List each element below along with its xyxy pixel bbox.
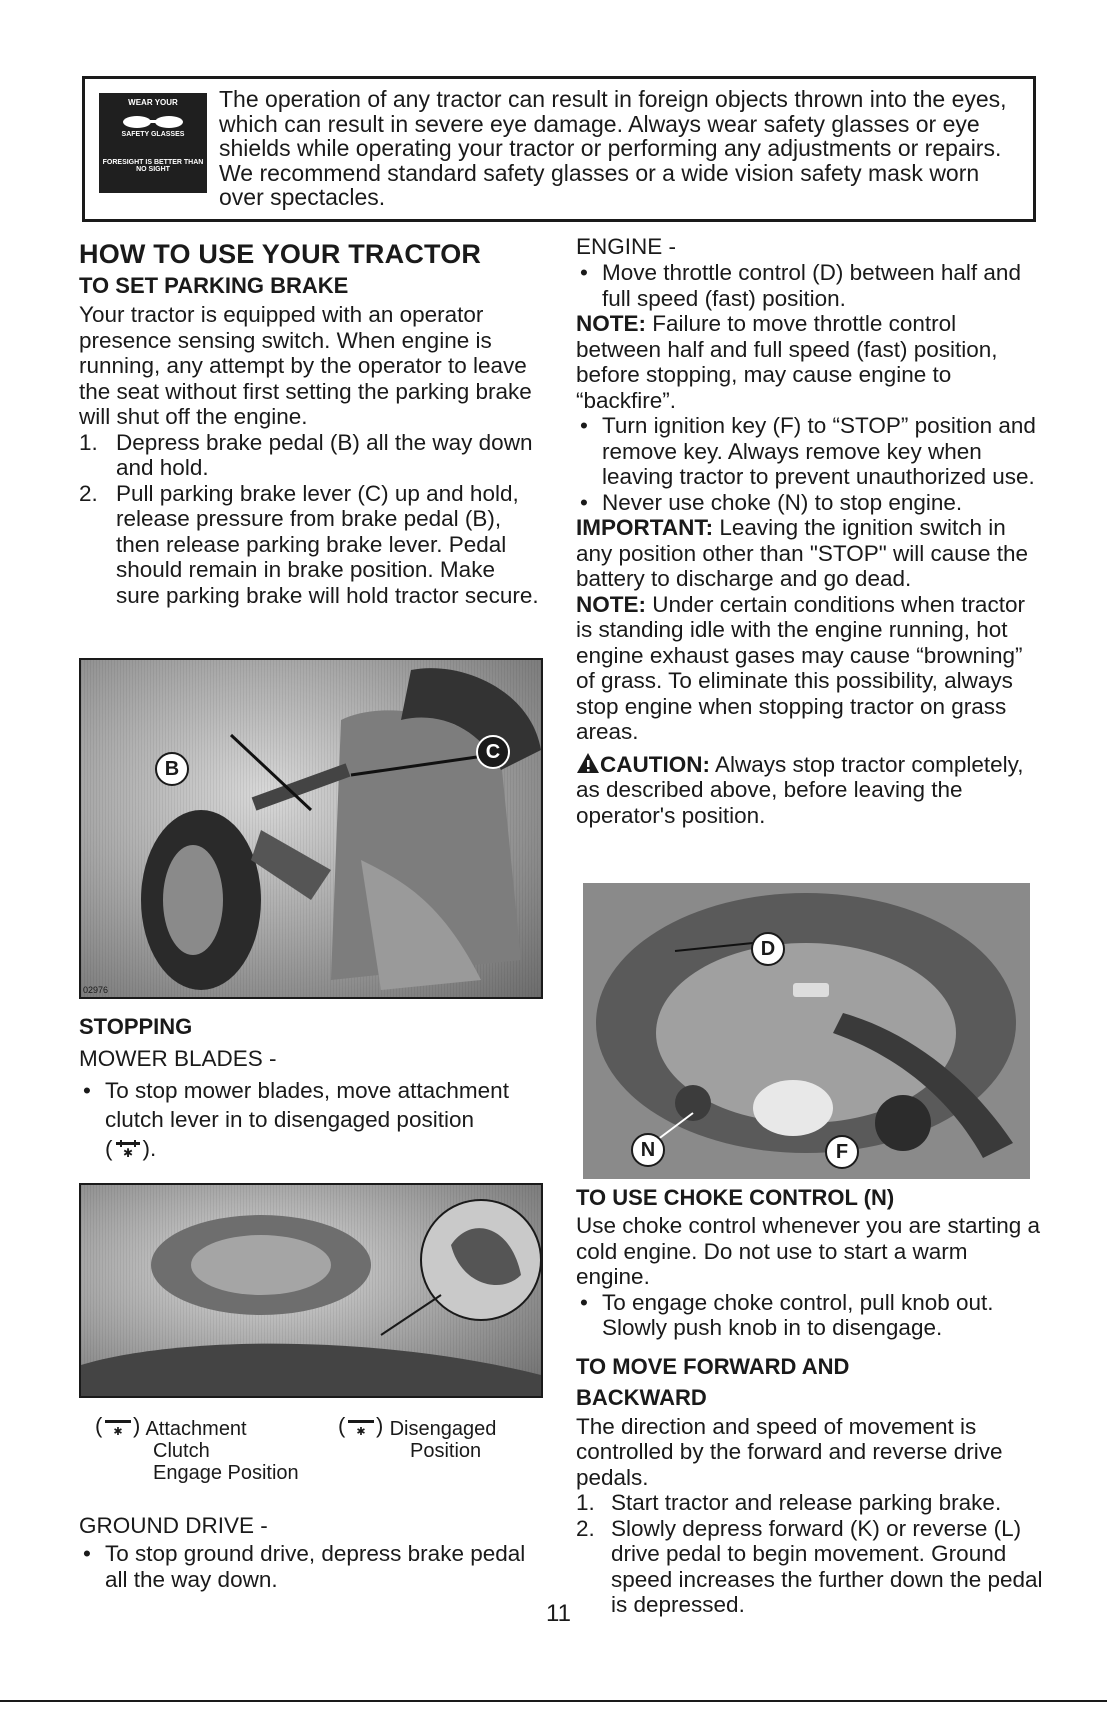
svg-text:✱: ✱: [113, 1426, 123, 1438]
step-text: Depress brake pedal (B) all the way down and hold.: [116, 429, 533, 480]
choke-heading: TO USE CHOKE CONTROL (N): [576, 1185, 895, 1210]
paren-close: ).: [142, 1136, 157, 1161]
step-text: Start tractor and release parking brake.: [611, 1490, 1002, 1515]
engage-line3: Engage Position: [153, 1462, 299, 1484]
icon-text-mid: SAFETY GLASSES: [121, 131, 185, 138]
stopping-section: [79, 1013, 539, 1163]
important-label: IMPORTANT:: [576, 515, 714, 540]
move-step-2: [576, 1516, 1046, 1618]
disengage-caption: [338, 1416, 496, 1462]
left-column: [79, 238, 539, 608]
parking-brake-figure: [79, 658, 543, 999]
choke-bullet: • Never use choke (N) to stop engine.: [576, 490, 1046, 516]
parking-step-2: [79, 481, 539, 609]
engage-caption: [95, 1416, 299, 1484]
glasses-shape-icon: [117, 115, 189, 129]
ground-drive-section: [79, 1513, 539, 1592]
svg-text:✱: ✱: [356, 1426, 366, 1438]
warning-text: The operation of any tractor can result in foreign objects thrown into the eyes, which can result in severe eye damage. Always wear safety glasses or eye shields while operating your tractor or performing any adjustments or repairs. We recommend standard safety glasses or a wide vision safety mask worn over spectacles.: [219, 86, 1007, 210]
svg-text:): ): [376, 1416, 384, 1438]
clutch-lever-figure: [79, 1183, 543, 1398]
choke-text: Use choke control whenever you are starting a cold engine. Do not use to start a warm engine.: [576, 1213, 1040, 1289]
important-note: [576, 515, 1046, 592]
callout-c: C: [476, 735, 510, 769]
important-text: Leaving the ignition switch in any position other than "STOP" will cause the battery to discharge and go dead.: [576, 515, 1029, 591]
step-number: 1.: [79, 429, 98, 455]
disengage-clutch-icon: [113, 1137, 143, 1159]
bottom-divider: [0, 1700, 1107, 1702]
parking-step-1: [79, 430, 539, 481]
choke-section: [576, 1184, 1046, 1618]
step-number: 2.: [576, 1515, 595, 1541]
ground-drive-sub: GROUND DRIVE -: [79, 1513, 268, 1538]
step-number: 2.: [79, 480, 98, 506]
note2: [576, 592, 1046, 745]
move-heading: [576, 1351, 1046, 1413]
move-text: The direction and speed of movement is controlled by the forward and reverse drive pedals.: [576, 1413, 1003, 1490]
note1-label: NOTE:: [576, 311, 646, 336]
note1: [576, 311, 1046, 413]
callout-n: N: [631, 1133, 665, 1167]
caution-label: CAUTION:: [600, 751, 710, 777]
engage-clutch-icon: [95, 1416, 141, 1438]
icon-text-top: WEAR YOUR: [128, 98, 178, 107]
callout-b: B: [155, 752, 189, 786]
paren-open: (: [105, 1136, 113, 1161]
note1-text: Failure to move throttle control between half and full speed (fast) position, before stopping, may cause engine to “backfire”.: [576, 311, 998, 413]
move-step-1: [576, 1490, 1046, 1516]
dashboard-figure: [583, 883, 1030, 1179]
note2-text: Under certain conditions when tractor is standing idle with the engine running, hot engine exhaust gases may cause “browning” of grass. To eliminate this possibility, always stop engine when stopping tractor on grass areas.: [576, 591, 1025, 744]
disengage-caption-icon: [338, 1416, 384, 1438]
ground-drive-bullet: • To stop ground drive, depress brake pedal all the way down.: [79, 1541, 539, 1592]
step-text: Slowly depress forward (K) or reverse (L) drive pedal to begin movement. Ground speed increases the further down the pedal is depressed.: [611, 1515, 1043, 1617]
icon-text-bot: FORESIGHT IS BETTER THAN NO SIGHT: [102, 159, 204, 174]
right-column: [576, 234, 1046, 828]
throttle-bullet: • Move throttle control (D) between half and full speed (fast) position.: [576, 260, 1046, 311]
choke-engage-bullet: • To engage choke control, pull knob out. Slowly push knob in to disengage.: [576, 1290, 1046, 1341]
step-number: 1.: [576, 1490, 595, 1515]
safety-glasses-icon: [99, 93, 207, 193]
svg-text:(: (: [95, 1416, 103, 1438]
disengage-line1: Disengaged: [389, 1418, 497, 1440]
section-title: HOW TO USE YOUR TRACTOR: [79, 239, 482, 269]
tractor-brake-illustration: [81, 660, 541, 997]
note2-label: NOTE:: [576, 591, 646, 617]
clutch-lever-illustration: [81, 1185, 541, 1396]
page-number: 11: [546, 1600, 571, 1627]
engine-sub: ENGINE -: [576, 234, 677, 259]
svg-text:✱: ✱: [122, 1146, 133, 1159]
figure-code: 02976: [83, 985, 109, 995]
svg-text:): ): [133, 1416, 141, 1438]
move-heading-line2: BACKWARD: [576, 1384, 707, 1410]
engage-line1: Attachment: [145, 1418, 247, 1440]
callout-d: D: [751, 932, 785, 966]
move-heading-line1: TO MOVE FORWARD AND: [576, 1353, 850, 1379]
parking-brake-intro: Your tractor is equipped with an operator presence sensing switch. When engine is running, any attempt by the operator to leave the seat without first setting the parking brake will shut off the engine.: [79, 302, 532, 429]
step-text: Pull parking brake lever (C) up and hold, release pressure from brake pedal (B), then release parking brake lever. Pedal should remain in brake position. Make sure parking brake will hold tractor secure.: [116, 480, 539, 608]
bullet-text: To stop mower blades, move attachment clutch lever in to disengaged position: [105, 1078, 509, 1132]
mower-blades-bullet: [79, 1076, 539, 1163]
engage-line2: Clutch: [153, 1440, 210, 1462]
callout-f: F: [825, 1135, 859, 1169]
mower-blades-sub: MOWER BLADES -: [79, 1046, 277, 1071]
disengage-line2: Position: [410, 1440, 482, 1462]
stopping-heading: STOPPING: [79, 1014, 193, 1039]
caution-text: Always stop tractor completely, as described above, before leaving the operator's position.: [576, 751, 1024, 828]
svg-text:(: (: [338, 1416, 346, 1438]
parking-brake-heading: TO SET PARKING BRAKE: [79, 273, 349, 298]
ignition-bullet: • Turn ignition key (F) to “STOP” position and remove key. Always remove key when leaving tractor to prevent unauthorized use.: [576, 413, 1046, 490]
safety-warning-box: [82, 76, 1036, 222]
caution-triangle-icon: [576, 751, 600, 775]
caution-note: [576, 751, 1046, 829]
